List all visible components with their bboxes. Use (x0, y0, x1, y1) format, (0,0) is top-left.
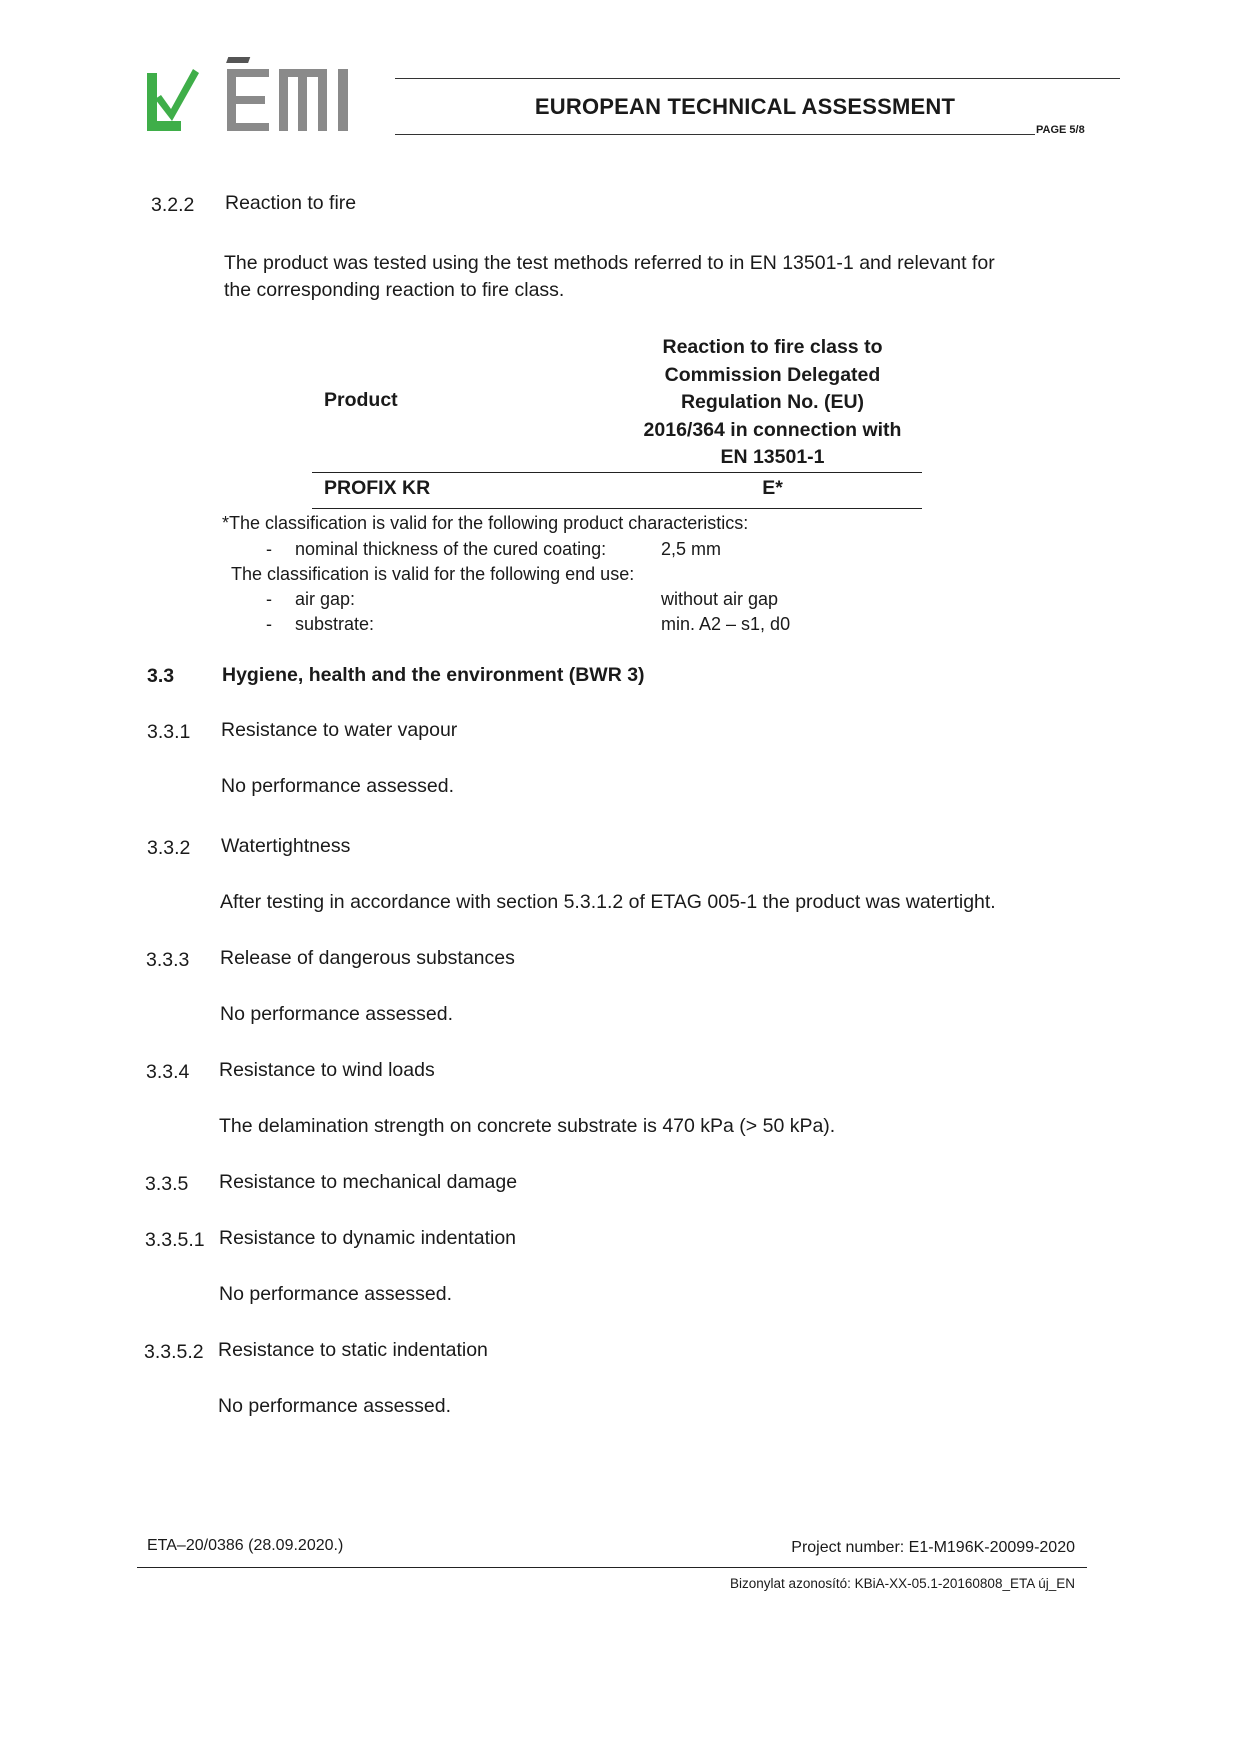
section-33-number: 3.3 (147, 665, 175, 687)
section-334-number: 3.3.4 (146, 1061, 190, 1083)
table-cell-class: E* (762, 477, 783, 499)
emi-logo (145, 55, 375, 135)
section-334-body: The delamination strength on concrete substrate is 470 kPa (> 50 kPa). (219, 1115, 836, 1137)
section-3351-title: Resistance to dynamic indentation (219, 1227, 517, 1249)
section-333-title: Release of dangerous substances (220, 947, 515, 969)
section-332-title: Watertightness (221, 835, 351, 857)
note-substrate-value: min. A2 – s1, d0 (661, 614, 791, 634)
note-thickness-label: nominal thickness of the cured coating: (295, 539, 607, 559)
footer-project-number: Project number: E1-M196K-20099-2020 (791, 1539, 1075, 1556)
section-332-body: After testing in accordance with section 5.3.1.2 of ETAG 005-1 the product was watertight. (220, 891, 996, 913)
table-cell-product: PROFIX KR (324, 477, 431, 499)
header-rule-bottom (395, 134, 1035, 135)
note-enduse-intro: The classification is valid for the following end use: (231, 564, 635, 584)
note-airgap-value: without air gap (661, 589, 779, 609)
note-airgap-label: air gap: (295, 589, 356, 609)
section-334-title: Resistance to wind loads (219, 1059, 435, 1081)
note-substrate-label: substrate: (295, 614, 375, 634)
note-dash: - (266, 539, 272, 559)
section-331-number: 3.3.1 (147, 721, 191, 743)
table-header-class-line: EN 13501-1 (720, 446, 825, 468)
section-3352-body: No performance assessed. (218, 1395, 452, 1417)
section-3351-number: 3.3.5.1 (145, 1229, 205, 1251)
header-rule-top (395, 78, 1120, 79)
section-3352-title: Resistance to static indentation (218, 1339, 488, 1361)
section-3352-number: 3.3.5.2 (144, 1341, 204, 1363)
note-dash: - (266, 589, 272, 609)
footer-document-id: Bizonylat azonosító: KBiA-XX-05.1-20160808_ETA új_EN (730, 1576, 1075, 1591)
note-characteristics-intro: *The classification is valid for the following product characteristics: (222, 513, 749, 533)
note-thickness-value: 2,5 mm (661, 539, 722, 559)
table-rule-top (312, 472, 922, 473)
section-331-body: No performance assessed. (221, 775, 455, 797)
section-331-title: Resistance to water vapour (221, 719, 458, 741)
table-header-class-line: 2016/364 in connection with (643, 418, 902, 441)
section-332-number: 3.3.2 (147, 837, 191, 859)
section-333-number: 3.3.3 (146, 949, 190, 971)
section-322-intro-line1: The product was tested using the test methods referred to in EN 13501-1 and relevant for (224, 252, 995, 274)
note-dash: - (266, 614, 272, 634)
section-333-body: No performance assessed. (220, 1003, 454, 1025)
document-title: EUROPEAN TECHNICAL ASSESSMENT (534, 94, 956, 119)
table-rule-bottom (312, 508, 922, 509)
table-header-class-line: Regulation No. (EU) (680, 391, 865, 413)
section-3351-body: No performance assessed. (219, 1283, 453, 1305)
table-header-class (620, 334, 925, 472)
table-header-class-line: Commission Delegated (664, 363, 881, 386)
section-322-title: Reaction to fire (225, 192, 357, 214)
section-322-number: 3.2.2 (151, 194, 195, 216)
table-header-class-line: Reaction to fire class to (662, 336, 883, 358)
table-header-product: Product (324, 389, 398, 411)
footer-eta-reference: ETA–20/0386 (28.09.2020.) (147, 1537, 344, 1554)
section-322-intro-line2: the corresponding reaction to fire class. (224, 279, 565, 301)
footer-rule (137, 1567, 1087, 1568)
section-33-title: Hygiene, health and the environment (BWR 3) (222, 664, 645, 686)
page-number: PAGE 5/8 (1036, 124, 1085, 136)
section-335-title: Resistance to mechanical damage (219, 1171, 518, 1193)
section-335-number: 3.3.5 (145, 1173, 189, 1195)
